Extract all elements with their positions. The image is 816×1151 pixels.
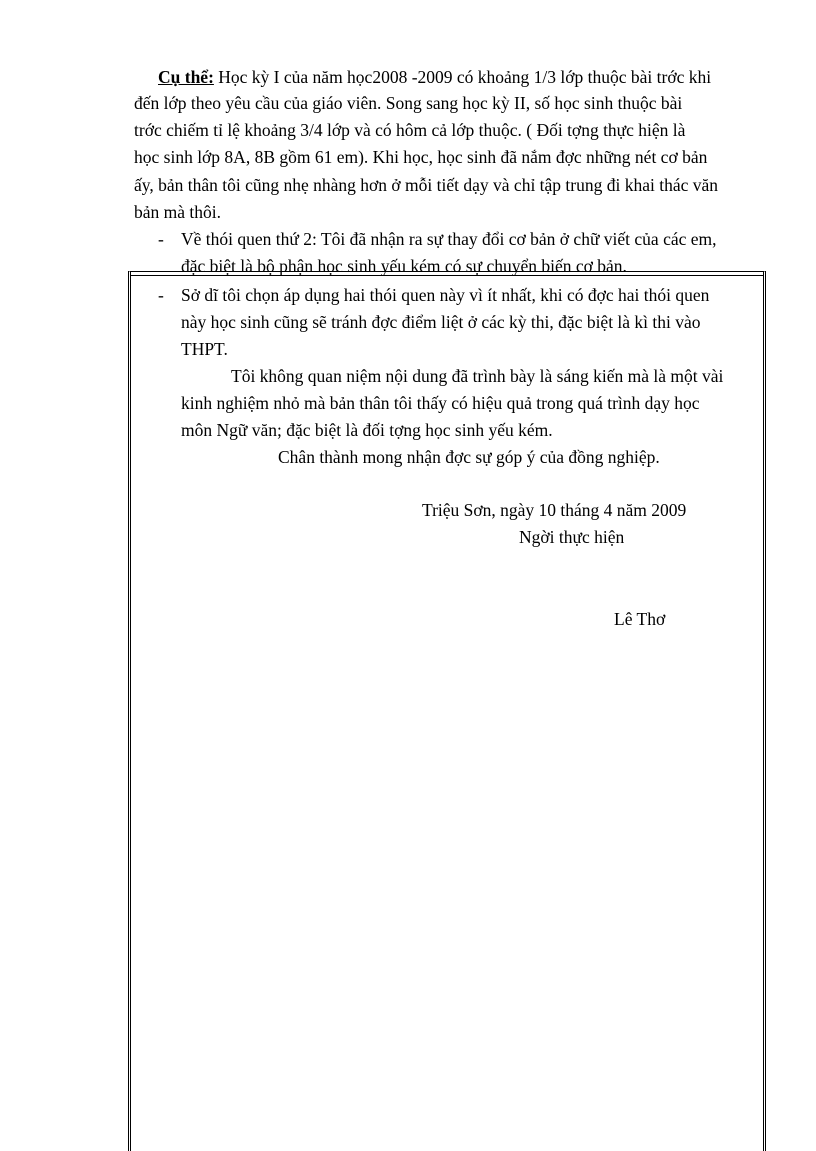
intro-line-6: bản mà thôi. bbox=[134, 202, 221, 222]
intro-line-3: trớc chiếm tỉ lệ khoảng 3/4 lớp và có hôm cả lớp thuộc. ( Đối tợng thực hiện là bbox=[134, 120, 686, 140]
bullet-1-line-1: Về thói quen thứ 2: Tôi đã nhận ra sự thay đổi cơ bản ở chữ viết của các em, bbox=[181, 229, 717, 249]
conclusion-line-1: Tôi không quan niệm nội dung đã trình bày là sáng kiến mà là một vài bbox=[231, 366, 724, 386]
intro-line-2: đến lớp theo yêu cầu của giáo viên. Song sang học kỳ II, số học sinh thuộc bài bbox=[134, 93, 683, 113]
intro-line-1 bbox=[158, 66, 711, 88]
signature-name: Lê Thơ bbox=[614, 609, 666, 629]
signature-place-date: Triệu Sơn, ngày 10 tháng 4 năm 2009 bbox=[422, 500, 687, 520]
signature-role: Ngời thực hiện bbox=[519, 527, 625, 547]
bullet-2-line-3: THPT. bbox=[181, 339, 228, 359]
bullet-2-marker: - bbox=[158, 285, 164, 305]
conclusion-line-4: Chân thành mong nhận đợc sự góp ý của đồng nghiệp. bbox=[278, 447, 660, 467]
bullet-1-line-2: đặc biệt là bộ phận học sinh yếu kém có sự chuyển biến cơ bản. bbox=[181, 256, 627, 276]
bullet-2-line-2: này học sinh cũng sẽ tránh đợc điểm liệt ở các kỳ thi, đặc biệt là kì thi vào bbox=[181, 312, 701, 332]
intro-label: Cụ thể: bbox=[158, 67, 214, 87]
bullet-1-marker: - bbox=[158, 229, 164, 249]
intro-line-5: ấy, bản thân tôi cũng nhẹ nhàng hơn ở mỗi tiết dạy và chỉ tập trung đi khai thác văn bbox=[134, 175, 719, 195]
intro-line-1-text: Học kỳ I của năm học2008 -2009 có khoảng 1/3 lớp thuộc bài trớc khi bbox=[218, 67, 712, 87]
intro-line-4: học sinh lớp 8A, 8B gồm 61 em). Khi học, học sinh đã nắm đợc những nét cơ bản bbox=[134, 147, 708, 167]
conclusion-line-2: kinh nghiệm nhỏ mà bản thân tôi thấy có hiệu quả trong quá trình dạy học bbox=[181, 393, 700, 413]
conclusion-line-3: môn Ngữ văn; đặc biệt là đối tợng học sinh yếu kém. bbox=[181, 420, 553, 440]
bullet-2-line-1: Sở dĩ tôi chọn áp dụng hai thói quen này vì ít nhất, khi có đợc hai thói quen bbox=[181, 285, 710, 305]
